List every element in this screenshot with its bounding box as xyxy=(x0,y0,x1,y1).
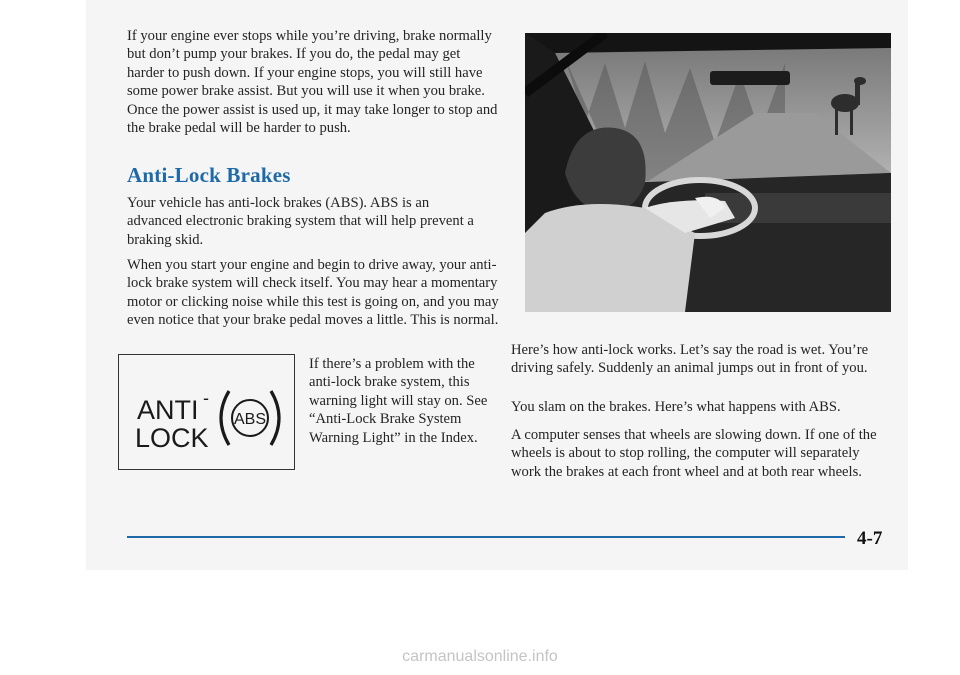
self-check-paragraph: When you start your engine and begin to drive away, your anti-lock brake system will check itself. You may hear a momentary motor or clicking noise while this test is going on, and you may even notice that your brake pedal moves a little. This is normal. xyxy=(127,257,499,329)
abs-warning-light-symbol xyxy=(118,354,295,470)
footer-rule xyxy=(127,536,845,538)
abs-circle-label: ABS xyxy=(233,411,267,428)
abs-description-paragraph: Your vehicle has anti-lock brakes (ABS). ABS is an advanced electronic braking system that will help prevent a braking skid. xyxy=(127,195,474,248)
watermark-text: carmanualsonline.info xyxy=(402,648,558,665)
driver-animal-scene-image xyxy=(525,33,891,312)
abs-symbol-dash: - xyxy=(203,388,209,408)
abs-symbol-word-lock: LOCK xyxy=(135,423,209,453)
how-abs-works-paragraph: Here’s how anti-lock works. Let’s say the road is wet. You’re driving safely. Suddenly an animal jumps out in front of you. xyxy=(511,342,869,377)
intro-paragraph: If your engine ever stops while you’re driving, brake normally but don’t pump your brakes. If you do, the pedal may get harder to push down. If your engine stops, you will still have some power brake assist. But you will use it when you brake. Once the power assist is used up, it may take longer to stop and the brake pedal will be harder to push. xyxy=(127,28,498,137)
page-number: 4-7 xyxy=(857,528,883,549)
section-heading: Anti-Lock Brakes xyxy=(127,163,291,187)
abs-symbol-word-anti: ANTI xyxy=(137,395,199,425)
computer-senses-paragraph: A computer senses that wheels are slowing down. If one of the wheels is about to stop rolling, the computer will separately work the brakes at each front wheel and at both rear wheels. xyxy=(511,427,877,480)
abs-circle-icon xyxy=(215,383,285,453)
driver-windshield-illustration xyxy=(525,33,891,312)
slam-brakes-paragraph: You slam on the brakes. Here’s what happens with ABS. xyxy=(511,399,841,415)
warning-light-paragraph: If there’s a problem with the anti-lock brake system, this warning light will stay on. See “Anti-Lock Brake System Warning Light” in the Index. xyxy=(309,356,488,446)
